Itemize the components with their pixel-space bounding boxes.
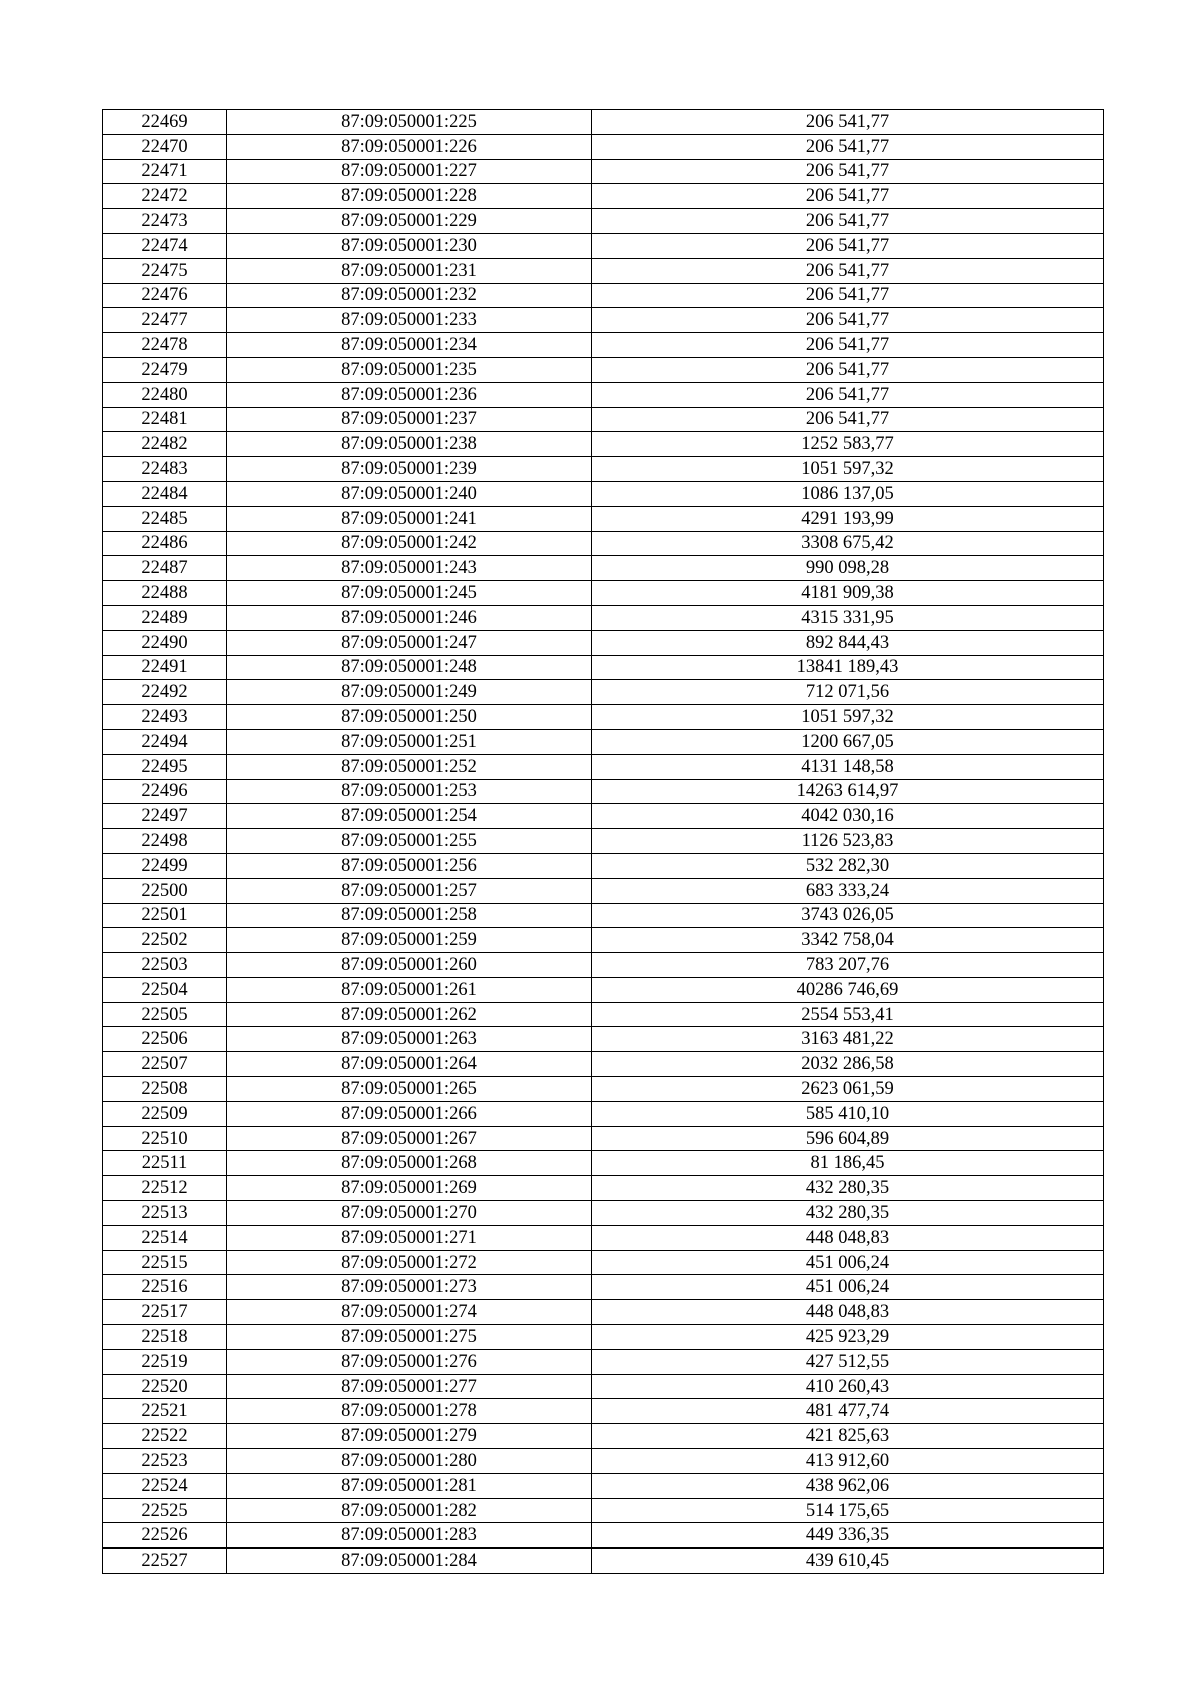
cadastral-value-cell: 2032 286,58: [592, 1052, 1104, 1077]
row-number-cell: 22505: [103, 1002, 227, 1027]
table-row: [103, 1275, 1104, 1300]
table-row: [103, 308, 1104, 333]
cadastral-value-table: [102, 109, 1104, 1574]
table-row: [103, 630, 1104, 655]
row-number-cell: 22483: [103, 457, 227, 482]
table-row: [103, 1548, 1104, 1573]
cadastral-value-cell: 14263 614,97: [592, 779, 1104, 804]
cadastral-number-cell: 87:09:050001:280: [227, 1449, 592, 1474]
cadastral-number-cell: 87:09:050001:241: [227, 506, 592, 531]
cadastral-number-cell: 87:09:050001:278: [227, 1399, 592, 1424]
cadastral-value-cell: 4131 148,58: [592, 754, 1104, 779]
cadastral-value-cell: 532 282,30: [592, 853, 1104, 878]
cadastral-number-cell: 87:09:050001:264: [227, 1052, 592, 1077]
cadastral-value-cell: 1051 597,32: [592, 705, 1104, 730]
table-row: [103, 432, 1104, 457]
cadastral-number-cell: 87:09:050001:283: [227, 1523, 592, 1548]
cadastral-value-cell: 413 912,60: [592, 1449, 1104, 1474]
row-number-cell: 22515: [103, 1250, 227, 1275]
cadastral-value-cell: 206 541,77: [592, 159, 1104, 184]
cadastral-value-cell: 1051 597,32: [592, 457, 1104, 482]
row-number-cell: 22479: [103, 357, 227, 382]
row-number-cell: 22512: [103, 1176, 227, 1201]
table-row: [103, 333, 1104, 358]
table-row: [103, 531, 1104, 556]
table-row: [103, 1176, 1104, 1201]
cadastral-value-cell: 1126 523,83: [592, 829, 1104, 854]
cadastral-number-cell: 87:09:050001:235: [227, 357, 592, 382]
cadastral-value-cell: 451 006,24: [592, 1250, 1104, 1275]
cadastral-number-cell: 87:09:050001:252: [227, 754, 592, 779]
cadastral-number-cell: 87:09:050001:245: [227, 581, 592, 606]
row-number-cell: 22494: [103, 729, 227, 754]
cadastral-number-cell: 87:09:050001:277: [227, 1374, 592, 1399]
table-row: [103, 977, 1104, 1002]
cadastral-number-cell: 87:09:050001:266: [227, 1101, 592, 1126]
cadastral-number-cell: 87:09:050001:236: [227, 382, 592, 407]
cadastral-value-cell: 451 006,24: [592, 1275, 1104, 1300]
cadastral-number-cell: 87:09:050001:232: [227, 283, 592, 308]
row-number-cell: 22482: [103, 432, 227, 457]
table-row: [103, 357, 1104, 382]
cadastral-value-cell: 1252 583,77: [592, 432, 1104, 457]
cadastral-number-cell: 87:09:050001:259: [227, 928, 592, 953]
cadastral-value-cell: 514 175,65: [592, 1498, 1104, 1523]
cadastral-value-cell: 712 071,56: [592, 680, 1104, 705]
table-row: [103, 1052, 1104, 1077]
row-number-cell: 22522: [103, 1424, 227, 1449]
row-number-cell: 22497: [103, 804, 227, 829]
cadastral-value-cell: 585 410,10: [592, 1101, 1104, 1126]
cadastral-number-cell: 87:09:050001:238: [227, 432, 592, 457]
cadastral-value-cell: 81 186,45: [592, 1151, 1104, 1176]
cadastral-number-cell: 87:09:050001:230: [227, 233, 592, 258]
table-row: [103, 581, 1104, 606]
cadastral-value-cell: 3308 675,42: [592, 531, 1104, 556]
cadastral-number-cell: 87:09:050001:269: [227, 1176, 592, 1201]
table-row: [103, 1126, 1104, 1151]
cadastral-number-cell: 87:09:050001:276: [227, 1349, 592, 1374]
row-number-cell: 22520: [103, 1374, 227, 1399]
table-row: [103, 853, 1104, 878]
row-number-cell: 22475: [103, 258, 227, 283]
cadastral-value-cell: 1086 137,05: [592, 481, 1104, 506]
cadastral-number-cell: 87:09:050001:228: [227, 184, 592, 209]
table-row: [103, 903, 1104, 928]
table-row: [103, 754, 1104, 779]
table-row: [103, 382, 1104, 407]
cadastral-number-cell: 87:09:050001:279: [227, 1424, 592, 1449]
table-row: [103, 705, 1104, 730]
table-row: [103, 1151, 1104, 1176]
cadastral-number-cell: 87:09:050001:239: [227, 457, 592, 482]
row-number-cell: 22519: [103, 1349, 227, 1374]
table-row: [103, 134, 1104, 159]
cadastral-number-cell: 87:09:050001:282: [227, 1498, 592, 1523]
cadastral-number-cell: 87:09:050001:240: [227, 481, 592, 506]
table-row: [103, 258, 1104, 283]
cadastral-number-cell: 87:09:050001:250: [227, 705, 592, 730]
table-row: [103, 233, 1104, 258]
row-number-cell: 22474: [103, 233, 227, 258]
row-number-cell: 22509: [103, 1101, 227, 1126]
cadastral-value-cell: 3743 026,05: [592, 903, 1104, 928]
cadastral-number-cell: 87:09:050001:226: [227, 134, 592, 159]
row-number-cell: 22504: [103, 977, 227, 1002]
table-row: [103, 1077, 1104, 1102]
row-number-cell: 22521: [103, 1399, 227, 1424]
cadastral-value-cell: 990 098,28: [592, 556, 1104, 581]
cadastral-value-cell: 2554 553,41: [592, 1002, 1104, 1027]
cadastral-number-cell: 87:09:050001:255: [227, 829, 592, 854]
cadastral-value-cell: 4042 030,16: [592, 804, 1104, 829]
cadastral-value-cell: 206 541,77: [592, 184, 1104, 209]
row-number-cell: 22498: [103, 829, 227, 854]
row-number-cell: 22516: [103, 1275, 227, 1300]
row-number-cell: 22500: [103, 878, 227, 903]
cadastral-value-cell: 2623 061,59: [592, 1077, 1104, 1102]
table-body: [103, 110, 1104, 1574]
cadastral-value-cell: 40286 746,69: [592, 977, 1104, 1002]
cadastral-value-cell: 206 541,77: [592, 308, 1104, 333]
table-row: [103, 1101, 1104, 1126]
table-row: [103, 779, 1104, 804]
cadastral-value-cell: 206 541,77: [592, 333, 1104, 358]
row-number-cell: 22496: [103, 779, 227, 804]
table-row: [103, 209, 1104, 234]
cadastral-number-cell: 87:09:050001:247: [227, 630, 592, 655]
cadastral-value-cell: 892 844,43: [592, 630, 1104, 655]
table-row: [103, 159, 1104, 184]
row-number-cell: 22487: [103, 556, 227, 581]
row-number-cell: 22525: [103, 1498, 227, 1523]
cadastral-number-cell: 87:09:050001:227: [227, 159, 592, 184]
row-number-cell: 22526: [103, 1523, 227, 1548]
cadastral-value-cell: 448 048,83: [592, 1300, 1104, 1325]
cadastral-value-cell: 1200 667,05: [592, 729, 1104, 754]
row-number-cell: 22489: [103, 605, 227, 630]
cadastral-number-cell: 87:09:050001:231: [227, 258, 592, 283]
cadastral-value-cell: 596 604,89: [592, 1126, 1104, 1151]
cadastral-number-cell: 87:09:050001:243: [227, 556, 592, 581]
row-number-cell: 22470: [103, 134, 227, 159]
cadastral-value-cell: 425 923,29: [592, 1325, 1104, 1350]
cadastral-value-cell: 4315 331,95: [592, 605, 1104, 630]
cadastral-number-cell: 87:09:050001:284: [227, 1548, 592, 1573]
cadastral-number-cell: 87:09:050001:225: [227, 110, 592, 135]
row-number-cell: 22493: [103, 705, 227, 730]
table-row: [103, 110, 1104, 135]
cadastral-number-cell: 87:09:050001:271: [227, 1225, 592, 1250]
table-row: [103, 1473, 1104, 1498]
table-row: [103, 556, 1104, 581]
cadastral-number-cell: 87:09:050001:253: [227, 779, 592, 804]
table-row: [103, 1300, 1104, 1325]
row-number-cell: 22518: [103, 1325, 227, 1350]
table-row: [103, 457, 1104, 482]
table-row: [103, 729, 1104, 754]
row-number-cell: 22502: [103, 928, 227, 953]
cadastral-value-cell: 206 541,77: [592, 382, 1104, 407]
row-number-cell: 22481: [103, 407, 227, 432]
row-number-cell: 22501: [103, 903, 227, 928]
cadastral-value-cell: 410 260,43: [592, 1374, 1104, 1399]
cadastral-value-cell: 432 280,35: [592, 1176, 1104, 1201]
row-number-cell: 22490: [103, 630, 227, 655]
table-row: [103, 184, 1104, 209]
table-row: [103, 1424, 1104, 1449]
cadastral-value-cell: 449 336,35: [592, 1523, 1104, 1548]
table-row: [103, 655, 1104, 680]
table-row: [103, 1498, 1104, 1523]
cadastral-number-cell: 87:09:050001:249: [227, 680, 592, 705]
cadastral-number-cell: 87:09:050001:273: [227, 1275, 592, 1300]
table-row: [103, 1027, 1104, 1052]
row-number-cell: 22492: [103, 680, 227, 705]
cadastral-value-cell: 206 541,77: [592, 209, 1104, 234]
row-number-cell: 22477: [103, 308, 227, 333]
cadastral-value-cell: 783 207,76: [592, 953, 1104, 978]
table-row: [103, 928, 1104, 953]
cadastral-value-cell: 683 333,24: [592, 878, 1104, 903]
cadastral-number-cell: 87:09:050001:265: [227, 1077, 592, 1102]
cadastral-number-cell: 87:09:050001:254: [227, 804, 592, 829]
cadastral-value-cell: 206 541,77: [592, 283, 1104, 308]
table-row: [103, 605, 1104, 630]
cadastral-value-cell: 206 541,77: [592, 407, 1104, 432]
row-number-cell: 22476: [103, 283, 227, 308]
cadastral-value-cell: 4181 909,38: [592, 581, 1104, 606]
row-number-cell: 22507: [103, 1052, 227, 1077]
row-number-cell: 22527: [103, 1548, 227, 1573]
row-number-cell: 22478: [103, 333, 227, 358]
cadastral-value-cell: 481 477,74: [592, 1399, 1104, 1424]
cadastral-value-cell: 4291 193,99: [592, 506, 1104, 531]
cadastral-value-cell: 439 610,45: [592, 1548, 1104, 1573]
table-row: [103, 1225, 1104, 1250]
cadastral-number-cell: 87:09:050001:260: [227, 953, 592, 978]
row-number-cell: 22472: [103, 184, 227, 209]
cadastral-number-cell: 87:09:050001:242: [227, 531, 592, 556]
table-row: [103, 1349, 1104, 1374]
table-row: [103, 1399, 1104, 1424]
cadastral-value-cell: 206 541,77: [592, 134, 1104, 159]
cadastral-number-cell: 87:09:050001:258: [227, 903, 592, 928]
table-row: [103, 1250, 1104, 1275]
cadastral-number-cell: 87:09:050001:262: [227, 1002, 592, 1027]
table-row: [103, 1002, 1104, 1027]
cadastral-number-cell: 87:09:050001:272: [227, 1250, 592, 1275]
cadastral-value-cell: 206 541,77: [592, 258, 1104, 283]
table-row: [103, 481, 1104, 506]
cadastral-number-cell: 87:09:050001:281: [227, 1473, 592, 1498]
row-number-cell: 22506: [103, 1027, 227, 1052]
cadastral-number-cell: 87:09:050001:234: [227, 333, 592, 358]
table-row: [103, 1449, 1104, 1474]
row-number-cell: 22486: [103, 531, 227, 556]
row-number-cell: 22508: [103, 1077, 227, 1102]
row-number-cell: 22510: [103, 1126, 227, 1151]
row-number-cell: 22517: [103, 1300, 227, 1325]
cadastral-number-cell: 87:09:050001:263: [227, 1027, 592, 1052]
table-row: [103, 506, 1104, 531]
table-row: [103, 407, 1104, 432]
cadastral-number-cell: 87:09:050001:251: [227, 729, 592, 754]
table-row: [103, 1325, 1104, 1350]
row-number-cell: 22513: [103, 1201, 227, 1226]
cadastral-number-cell: 87:09:050001:274: [227, 1300, 592, 1325]
cadastral-value-cell: 432 280,35: [592, 1201, 1104, 1226]
cadastral-number-cell: 87:09:050001:257: [227, 878, 592, 903]
cadastral-number-cell: 87:09:050001:267: [227, 1126, 592, 1151]
cadastral-value-cell: 448 048,83: [592, 1225, 1104, 1250]
row-number-cell: 22480: [103, 382, 227, 407]
cadastral-value-cell: 206 541,77: [592, 357, 1104, 382]
cadastral-value-cell: 427 512,55: [592, 1349, 1104, 1374]
table-row: [103, 1523, 1104, 1548]
cadastral-number-cell: 87:09:050001:256: [227, 853, 592, 878]
row-number-cell: 22484: [103, 481, 227, 506]
row-number-cell: 22503: [103, 953, 227, 978]
row-number-cell: 22469: [103, 110, 227, 135]
row-number-cell: 22488: [103, 581, 227, 606]
row-number-cell: 22471: [103, 159, 227, 184]
cadastral-number-cell: 87:09:050001:270: [227, 1201, 592, 1226]
cadastral-value-cell: 206 541,77: [592, 110, 1104, 135]
cadastral-number-cell: 87:09:050001:246: [227, 605, 592, 630]
row-number-cell: 22473: [103, 209, 227, 234]
row-number-cell: 22523: [103, 1449, 227, 1474]
row-number-cell: 22485: [103, 506, 227, 531]
cadastral-number-cell: 87:09:050001:275: [227, 1325, 592, 1350]
row-number-cell: 22514: [103, 1225, 227, 1250]
table-row: [103, 1374, 1104, 1399]
table-row: [103, 804, 1104, 829]
cadastral-number-cell: 87:09:050001:248: [227, 655, 592, 680]
table-row: [103, 878, 1104, 903]
cadastral-value-cell: 206 541,77: [592, 233, 1104, 258]
row-number-cell: 22511: [103, 1151, 227, 1176]
row-number-cell: 22524: [103, 1473, 227, 1498]
table-row: [103, 283, 1104, 308]
table-row: [103, 1201, 1104, 1226]
cadastral-value-cell: 3163 481,22: [592, 1027, 1104, 1052]
cadastral-value-cell: 438 962,06: [592, 1473, 1104, 1498]
cadastral-value-cell: 421 825,63: [592, 1424, 1104, 1449]
cadastral-number-cell: 87:09:050001:268: [227, 1151, 592, 1176]
cadastral-number-cell: 87:09:050001:229: [227, 209, 592, 234]
table-row: [103, 953, 1104, 978]
row-number-cell: 22499: [103, 853, 227, 878]
cadastral-value-cell: 3342 758,04: [592, 928, 1104, 953]
table-row: [103, 829, 1104, 854]
row-number-cell: 22491: [103, 655, 227, 680]
cadastral-value-cell: 13841 189,43: [592, 655, 1104, 680]
table-row: [103, 680, 1104, 705]
row-number-cell: 22495: [103, 754, 227, 779]
cadastral-number-cell: 87:09:050001:237: [227, 407, 592, 432]
cadastral-number-cell: 87:09:050001:261: [227, 977, 592, 1002]
cadastral-number-cell: 87:09:050001:233: [227, 308, 592, 333]
